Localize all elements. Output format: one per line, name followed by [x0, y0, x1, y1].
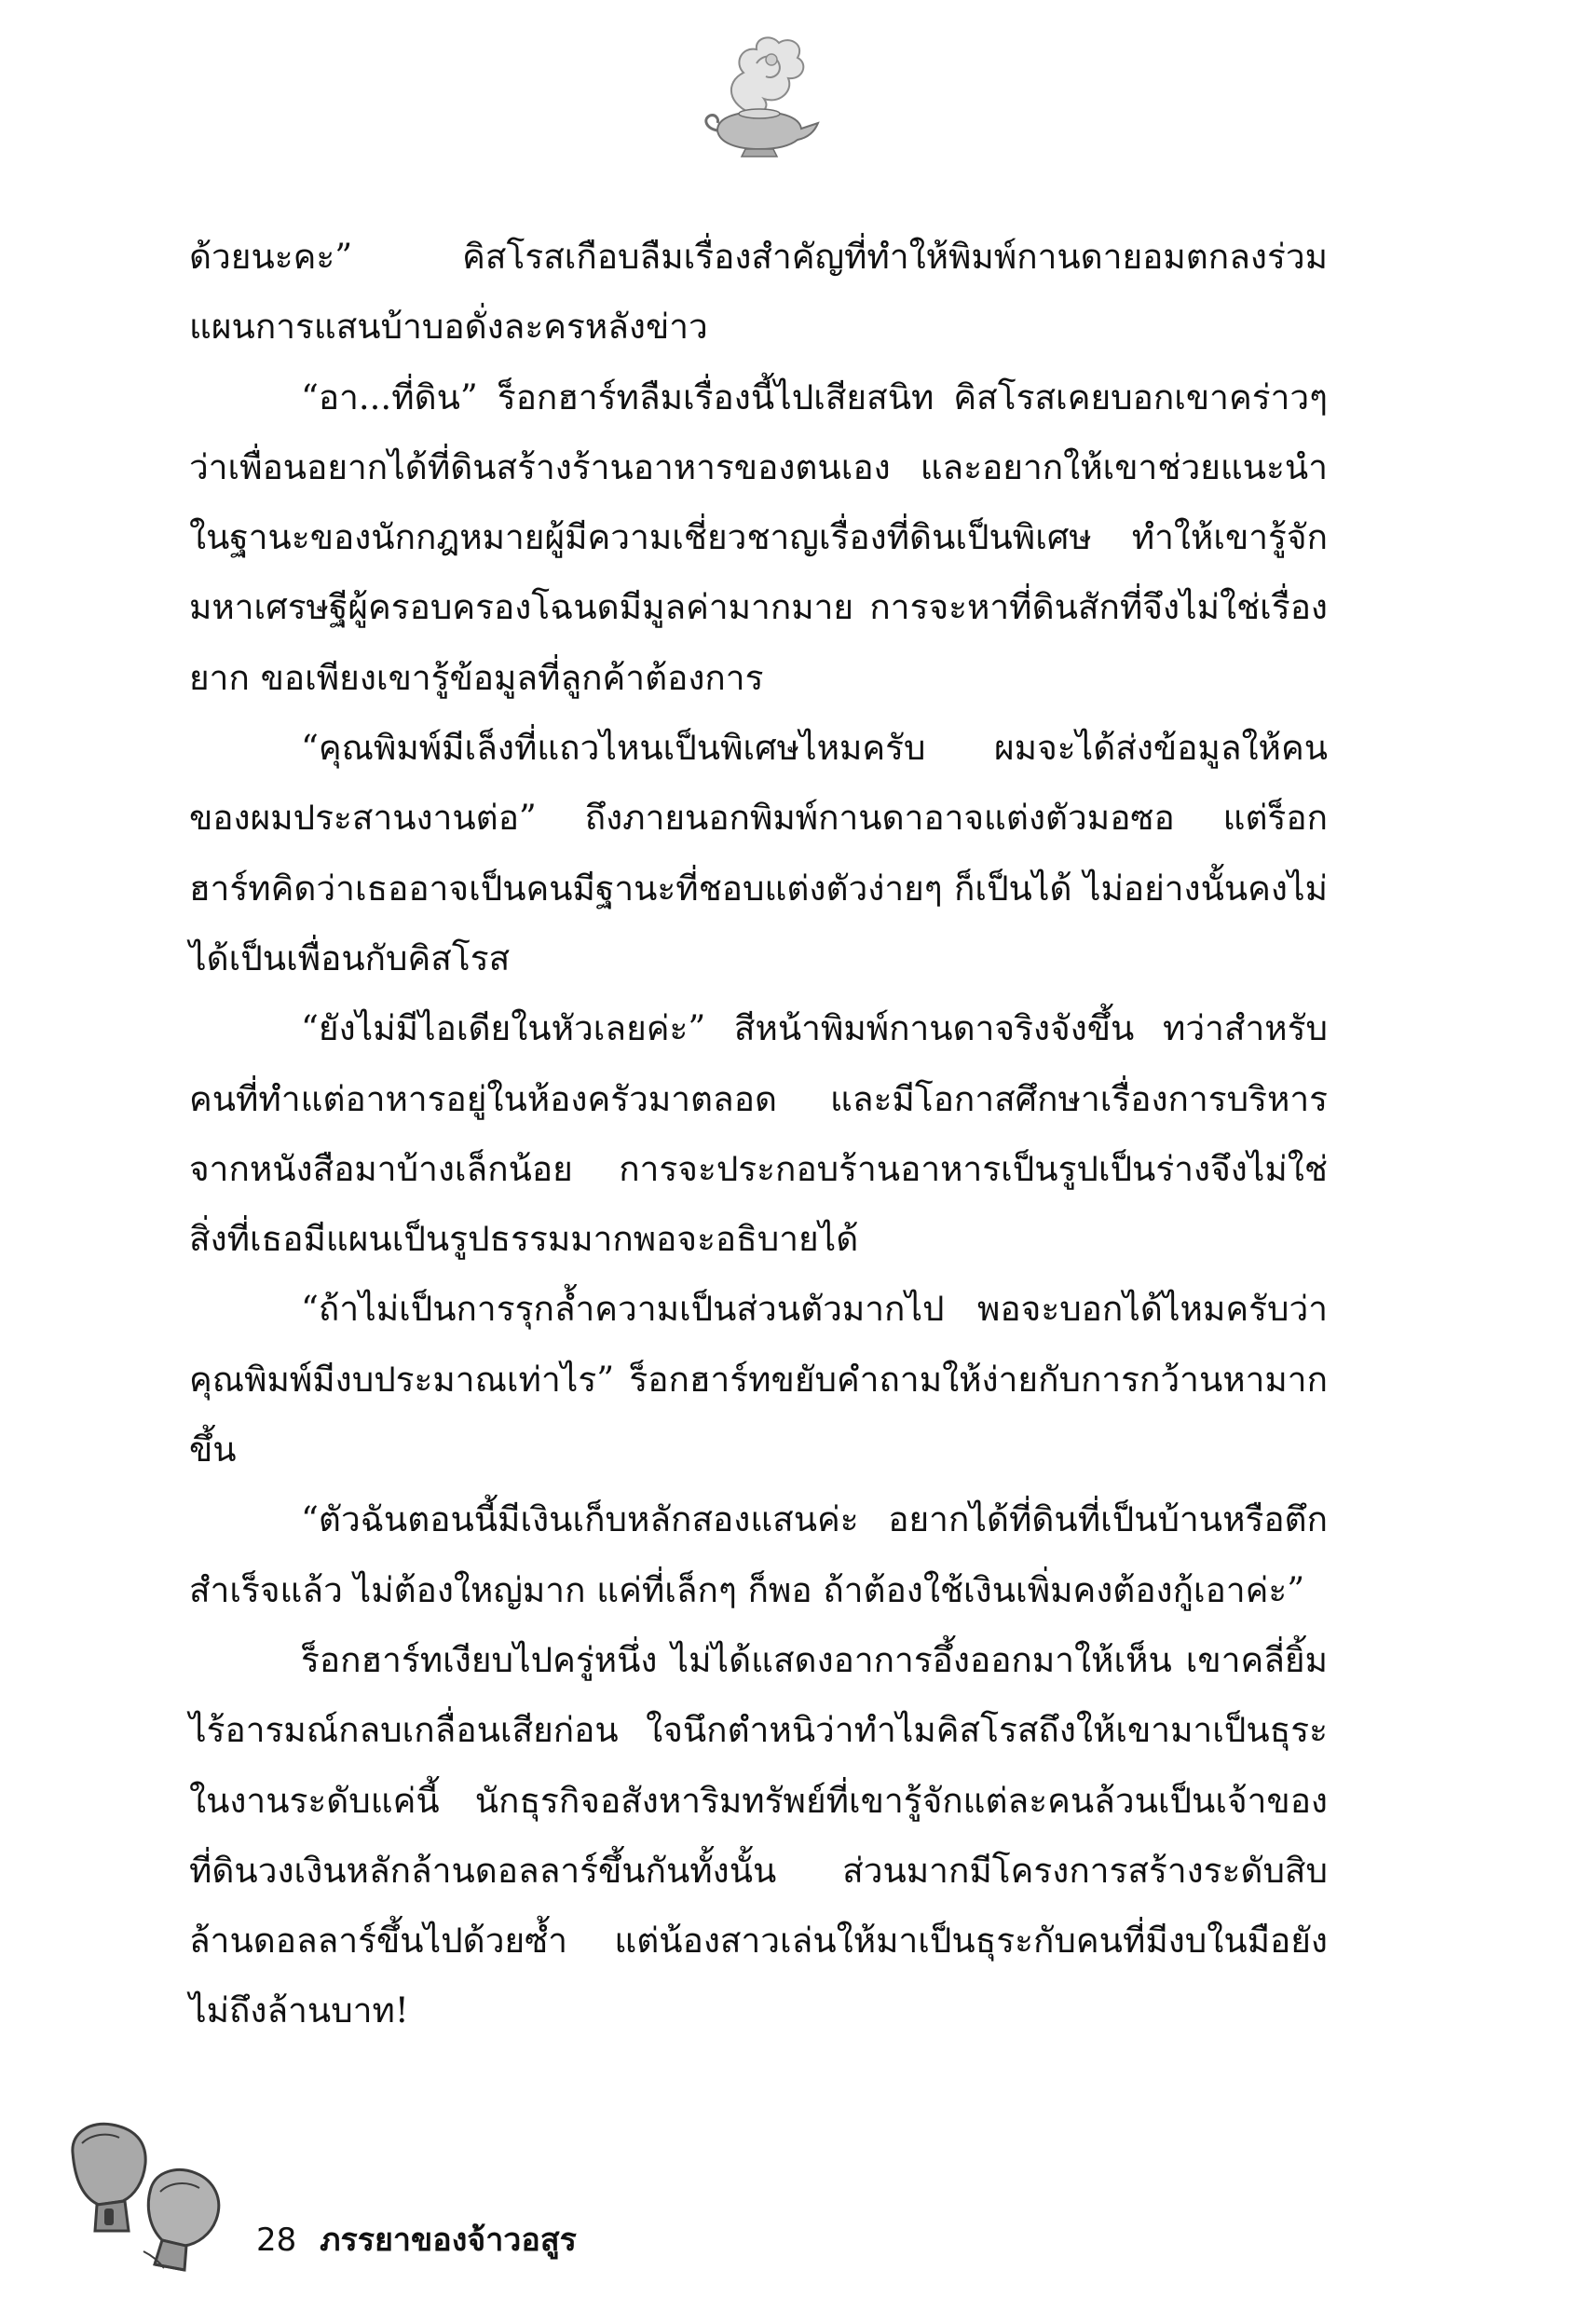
paragraph: “คุณพิมพ์มีเล็งที่แถวไหนเป็นพิเศษไหมครับ ผมจะได้ส่งข้อมูลให้คนของผมประสานงานต่อ” ถึงภายนอกพิมพ์กานดาอาจแต่งตัวมอซอ แต่ร็อกฮาร์ทคิดว่าเธออาจเป็นคนมีฐานะที่ชอบแต่งตัวง่ายๆ ก็เป็นได้ ไม่อย่างนั้นคงไม่ได้เป็นเพื่อนกับคิสโรส — [189, 728, 1328, 978]
page-number: 28 — [256, 2222, 297, 2259]
story-text — [189, 222, 1328, 2046]
book-title: ภรรยาของจ้าวอสูร — [320, 2222, 577, 2259]
paragraph: “อา...ที่ดิน” ร็อกฮาร์ทลืมเรื่องนี้ไปเสียสนิท คิสโรสเคยบอกเขาคร่าวๆ ว่าเพื่อนอยากได้ที่ดินสร้างร้านอาหารของตนเอง และอยากให้เขาช่วยแนะนำ ในฐานะของนักกฎหมายผู้มีความเชี่ยวชาญเรื่องที่ดินเป็นพิเศษ ทำให้เขารู้จักมหาเศรษฐีผู้ครอบครองโฉนดมีมูลค่ามากมาย การจะหาที่ดินสักที่จึงไม่ใช่เรื่องยาก ขอเพียงเขารู้ข้อมูลที่ลูกค้าต้องการ — [189, 376, 1328, 698]
boxing-gloves-icon — [54, 2115, 240, 2292]
paragraph: “ถ้าไม่เป็นการรุกล้ำความเป็นส่วนตัวมากไป พอจะบอกได้ไหมครับว่าคุณพิมพ์มีงบประมาณเท่าไร” ร็อกฮาร์ทขยับคำถามให้ง่ายกับการกว้านหามากขึ้น — [189, 1289, 1328, 1470]
paragraph: “ยังไม่มีไอเดียในหัวเลยค่ะ” สีหน้าพิมพ์กานดาจริงจังขึ้น ทว่าสำหรับคนที่ทำแต่อาหารอยู่ในห้องครัวมาตลอด และมีโอกาสศึกษาเรื่องการบริหารจากหนังสือมาบ้างเล็กน้อย การจะประกอบร้านอาหารเป็นรูปเป็นร่างจึงไม่ใช่สิ่งที่เธอมีแผนเป็นรูปธรรมมากพอจะอธิบายได้ — [189, 1008, 1328, 1260]
paragraph: “ตัวฉันตอนนี้มีเงินเก็บหลักสองแสนค่ะ อยากได้ที่ดินที่เป็นบ้านหรือตึกสำเร็จแล้ว ไม่ต้องใหญ่มาก แค่ที่เล็กๆ ก็พอ ถ้าต้องใช้เงินเพิ่มคงต้องกู้เอาค่ะ” — [189, 1499, 1328, 1610]
genie-lamp-icon — [689, 26, 829, 166]
paragraph: ร็อกฮาร์ทเงียบไปครู่หนึ่ง ไม่ได้แสดงอาการอึ้งออกมาให้เห็น เขาคลี่ยิ้มไร้อารมณ์กลบเกลื่อนเสียก่อน ใจนึกตำหนิว่าทำไมคิสโรสถึงให้เขามาเป็นธุระในงานระดับแค่นี้ นักธุรกิจอสังหาริมทรัพย์ที่เขารู้จักแต่ละคนล้วนเป็นเจ้าของที่ดินวงเงินหลักล้านดอลลาร์ขึ้นกันทั้งนั้น ส่วนมากมีโครงการสร้างระดับสิบล้านดอลลาร์ขึ้นไปด้วยซ้ำ แต่น้องสาวเล่นให้มาเป็นธุระกับคนที่มีงบในมือยังไม่ถึงล้านบาท! — [189, 1639, 1328, 2031]
paragraph: ด้วยนะคะ” คิสโรสเกือบลืมเรื่องสำคัญที่ทำให้พิมพ์กานดายอมตกลงร่วมแผนการแสนบ้าบอดั่งละครหลังข่าว — [189, 237, 1328, 348]
page-footer — [256, 2214, 577, 2264]
